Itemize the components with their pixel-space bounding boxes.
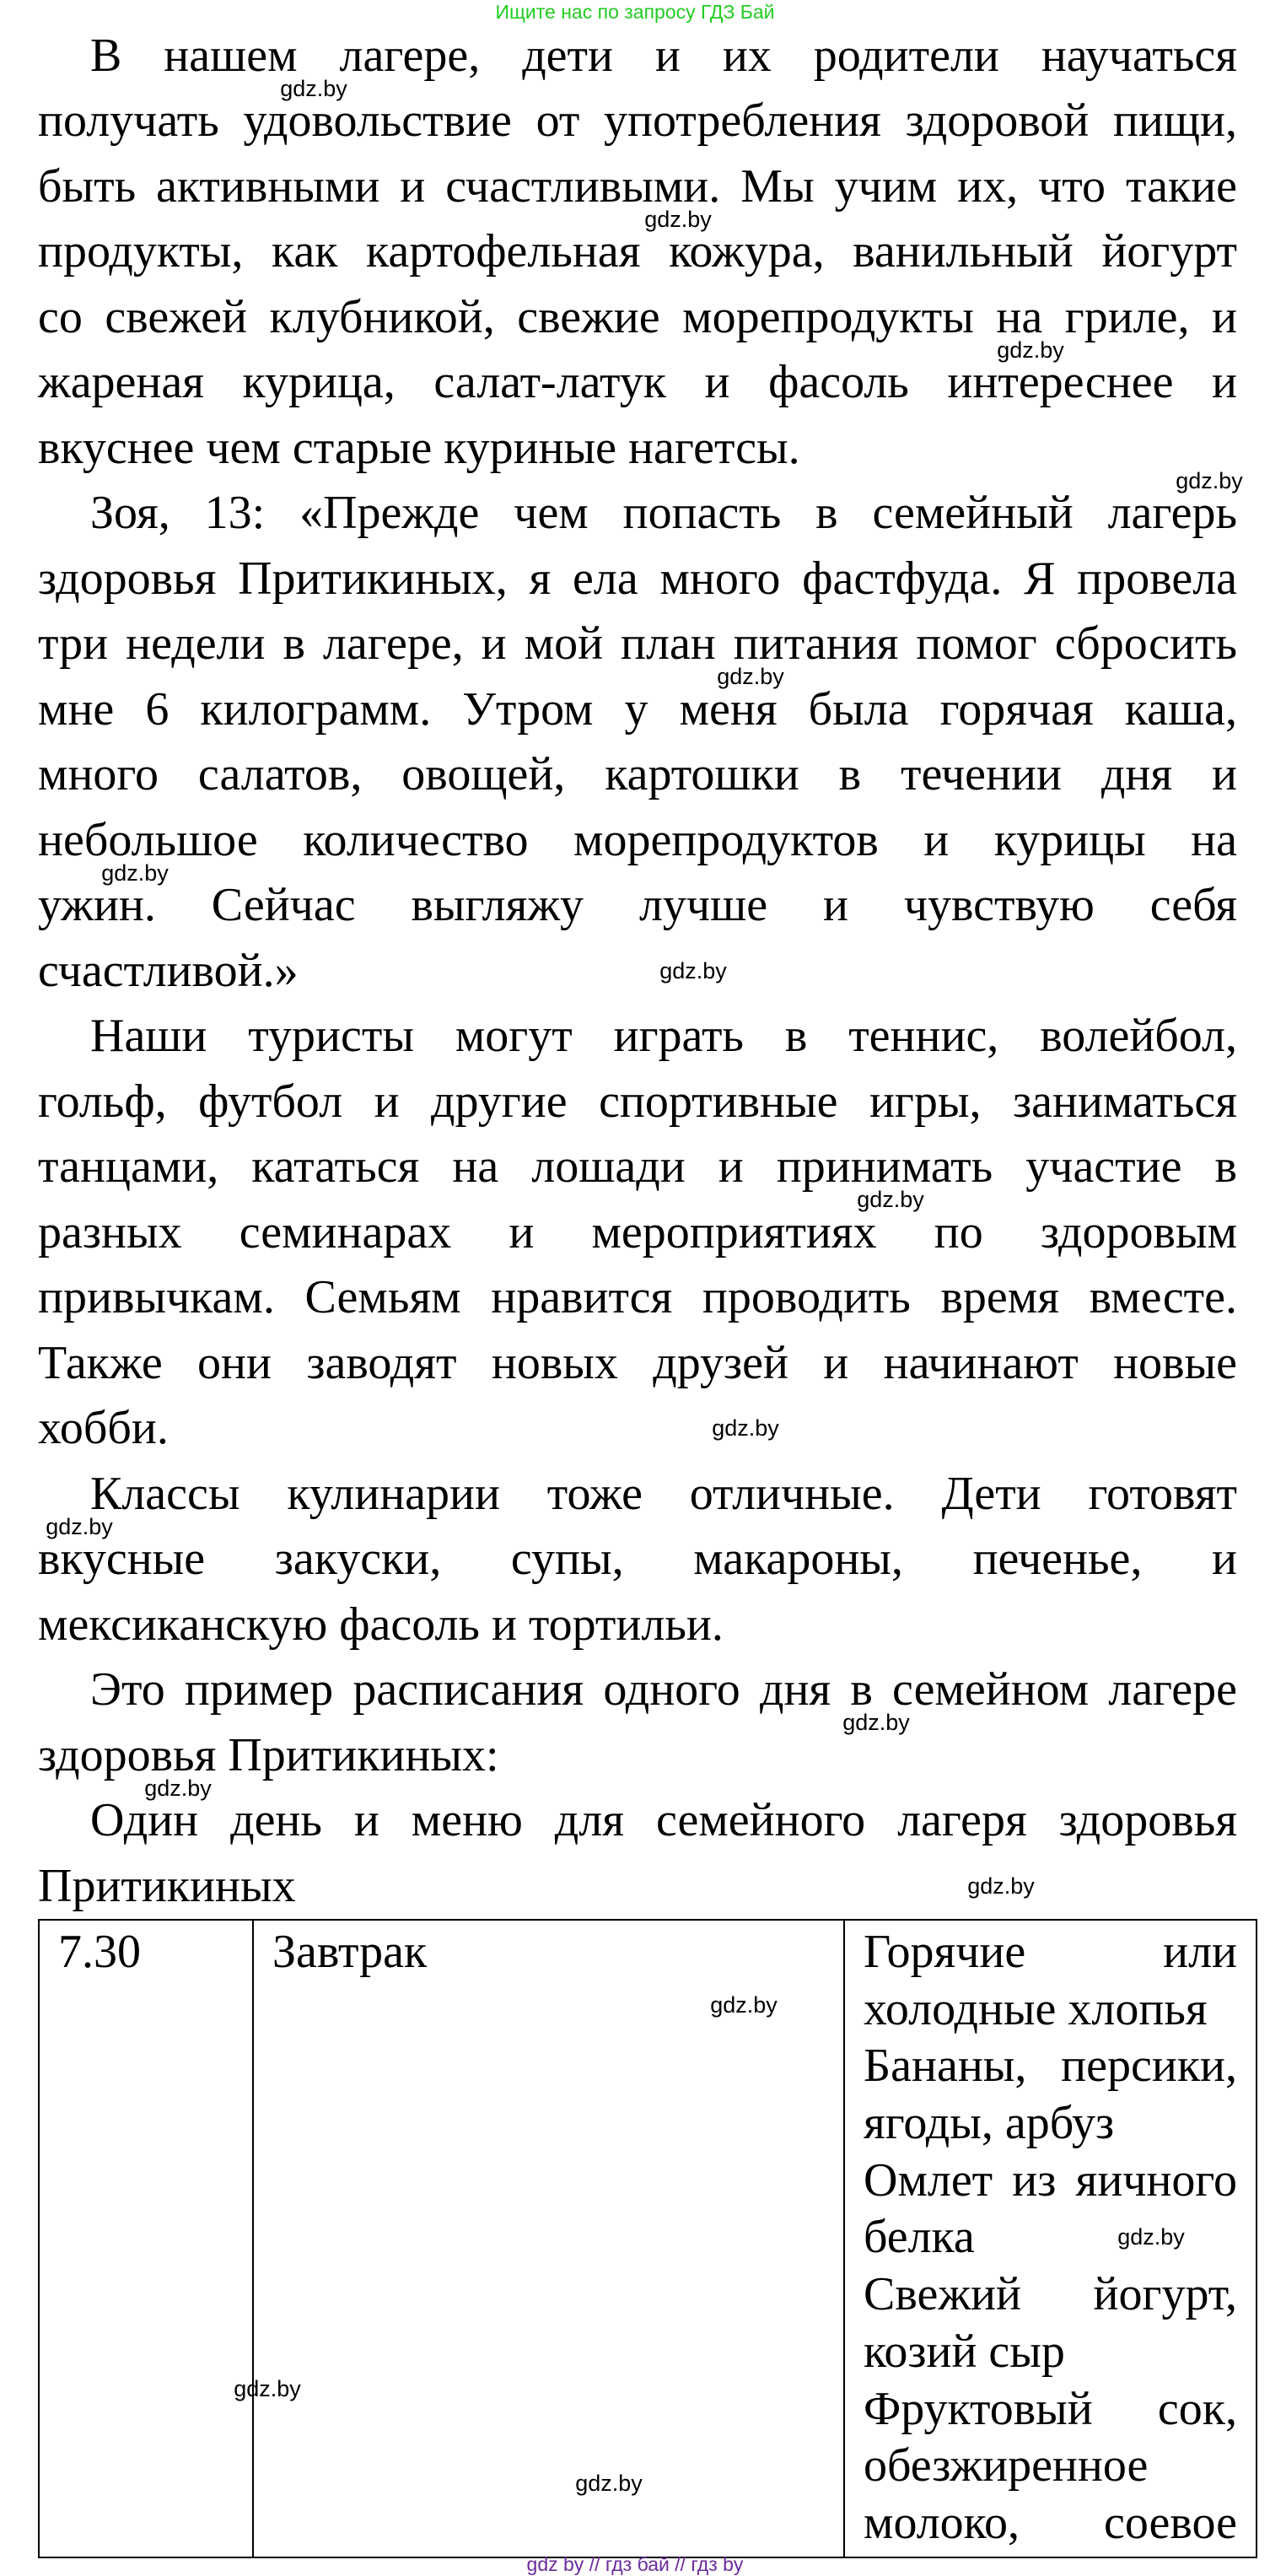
menu-line: Фруктовый сок, <box>864 2382 1237 2435</box>
watermark: gdz.by <box>997 337 1064 363</box>
watermark: gdz.by <box>842 1710 910 1735</box>
text-line: много салатов, овощей, картошки в течении дня и <box>38 748 1237 801</box>
text-line: Наши туристы могут играть в теннис, волейбол, <box>90 1010 1237 1063</box>
text-line: ужин. Сейчас выгляжу лучше и чувствую себя <box>38 879 1237 932</box>
text-line: Один день и меню для семейного лагеря здоровья <box>90 1794 1237 1847</box>
footer-links: gdz by // гдз бай // гдз by <box>526 2553 744 2575</box>
text-line: В нашем лагере, дети и их родители научаться <box>90 29 1237 82</box>
text-line: вкусные закуски, супы, макароны, печенье, и <box>38 1533 1237 1586</box>
watermark: gdz.by <box>857 1187 924 1212</box>
menu-line: белка <box>864 2211 975 2264</box>
menu-line: обезжиренное <box>864 2439 1149 2492</box>
menu-line: Бананы, персики, <box>864 2040 1237 2093</box>
menu-line: молоко, соевое <box>864 2496 1237 2549</box>
text-line: разных семинарах и мероприятиях по здоровым <box>38 1205 1237 1258</box>
watermark: gdz.by <box>967 1873 1035 1899</box>
watermark: gdz.by <box>46 1513 113 1539</box>
watermark: gdz.by <box>101 860 169 886</box>
menu-line: Горячие или <box>864 1926 1237 1978</box>
search-hint-header: Ищите нас по запросу ГДЗ Бай <box>495 1 775 23</box>
menu-line: Омлет из яичного <box>864 2153 1237 2207</box>
watermark: gdz.by <box>717 663 784 689</box>
text-line: здоровья Притикиных, я ела много фастфуда. Я провела <box>38 552 1237 605</box>
menu-line: козий сыр <box>864 2325 1065 2378</box>
watermark: gdz.by <box>644 206 712 232</box>
text-line: быть активными и счастливыми. Мы учим их, что такие <box>38 159 1237 213</box>
menu-line: холодные хлопья <box>864 1982 1208 2035</box>
text-line: получать удовольствие от употребления здоровой пищи, <box>38 94 1237 148</box>
text-line: здоровья Притикиных: <box>38 1728 499 1781</box>
meal-name: Завтрак <box>272 1926 428 1978</box>
text-line: Классы кулинарии тоже отличные. Дети готовят <box>90 1467 1237 1520</box>
text-line: жареная курица, салат-латук и фасоль интереснее и <box>38 356 1237 409</box>
text-line: небольшое количество морепродуктов и курицы на <box>38 813 1237 866</box>
paragraph <box>38 1794 1237 1912</box>
text-line: продукты, как картофельная кожура, ванильный йогурт <box>38 225 1237 278</box>
paragraph <box>38 1010 1237 1455</box>
text-line: мне 6 килограмм. Утром у меня была горячая каша, <box>38 682 1237 736</box>
text-line: хобби. <box>38 1402 169 1455</box>
menu-cell <box>844 1920 1257 2557</box>
text-line: привычкам. Семьям нравится проводить время вместе. <box>38 1271 1237 1324</box>
time-value: 7.30 <box>58 1926 141 1978</box>
watermark: gdz.by <box>659 958 727 984</box>
text-line: Притикиных <box>38 1859 296 1912</box>
watermark: gdz.by <box>712 1415 779 1441</box>
text-line: Также они заводят новых друзей и начинают новые <box>38 1336 1237 1389</box>
watermark: gdz.by <box>144 1775 212 1801</box>
text-line: три недели в лагере, и мой план питания помог сбросить <box>38 617 1237 671</box>
paragraph <box>38 29 1237 474</box>
watermark: gdz.by <box>575 2471 643 2496</box>
watermark: gdz.by <box>710 1992 778 2018</box>
text-line: со свежей клубникой, свежие морепродукты на гриле, и <box>38 290 1237 343</box>
text-line: Это пример расписания одного дня в семейном лагере <box>90 1663 1237 1716</box>
text-line: счастливой.» <box>38 944 299 997</box>
schedule-table <box>38 1919 1257 2558</box>
article-text <box>38 29 1237 1928</box>
text-line: мексиканскую фасоль и тортильи. <box>38 1598 724 1651</box>
watermark: gdz.by <box>1117 2224 1185 2250</box>
watermark: gdz.by <box>280 75 347 101</box>
paragraph <box>38 1467 1237 1651</box>
text-line: вкуснее чем старые куриные нагетсы. <box>38 421 800 474</box>
paragraph <box>38 487 1237 997</box>
text-line: гольф, футбол и другие спортивные игры, заниматься <box>38 1075 1237 1128</box>
menu-line: Свежий йогурт, <box>864 2268 1237 2321</box>
watermark: gdz.by <box>1176 467 1243 493</box>
text-line: танцами, кататься на лошади и принимать участие в <box>38 1140 1237 1194</box>
table-row <box>39 1920 1257 2557</box>
text-line: Зоя, 13: «Прежде чем попасть в семейный лагерь <box>90 487 1237 540</box>
watermark: gdz.by <box>234 2376 301 2401</box>
paragraph <box>38 1663 1237 1781</box>
time-cell <box>39 1920 253 2557</box>
menu-line: ягоды, арбуз <box>864 2097 1115 2150</box>
